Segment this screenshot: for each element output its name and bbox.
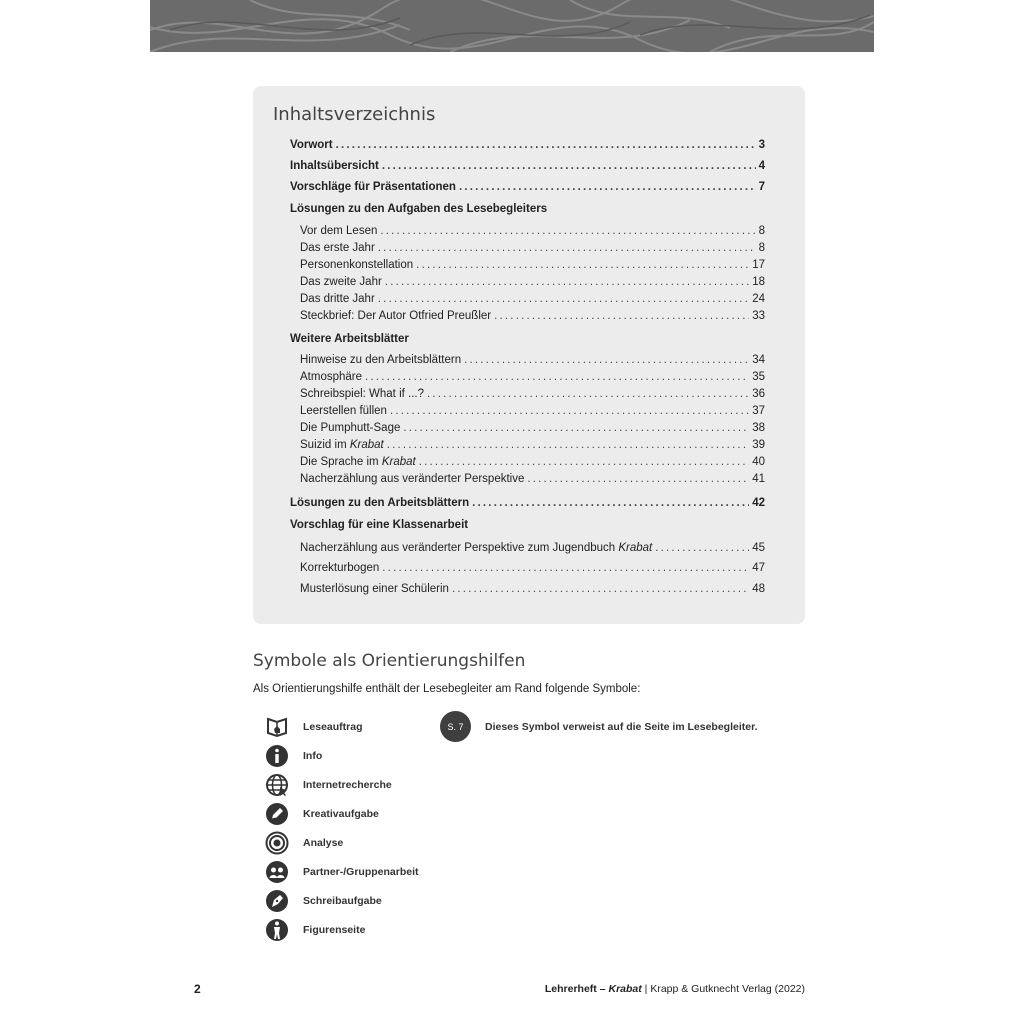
info-icon xyxy=(265,744,289,768)
globe-icon xyxy=(265,773,289,797)
leaf-pattern-decoration xyxy=(150,0,874,52)
toc-title: Inhaltsverzeichnis xyxy=(273,104,436,125)
pen-nib-icon xyxy=(265,889,289,913)
book-hand-icon xyxy=(265,715,289,739)
symbol-info: Info xyxy=(265,744,322,768)
toc-entry[interactable]: Die Pumphutt-Sage ..... 38 xyxy=(300,421,765,435)
table-of-contents xyxy=(253,86,805,624)
toc-entry-vorwort[interactable]: Vorwort ..... 3 xyxy=(290,138,765,152)
toc-entry-loesungen[interactable]: Lösungen zu den Arbeitsblättern ..... 42 xyxy=(290,496,765,510)
toc-section-heading: Weitere Arbeitsblätter xyxy=(290,333,409,345)
page-number: 2 xyxy=(194,982,201,996)
target-icon xyxy=(265,831,289,855)
toc-entry[interactable]: Korrekturbogen ..... 47 xyxy=(300,561,765,575)
page-reference-symbol: S. 7 Dieses Symbol verweist auf die Seite im Lesebegleiter. xyxy=(440,711,758,742)
toc-entry[interactable]: Das dritte Jahr ..... 24 xyxy=(300,292,765,306)
toc-entry[interactable]: Steckbrief: Der Autor Otfried Preußler ..... 33 xyxy=(300,309,765,323)
toc-entry[interactable]: Nacherzählung aus veränderter Perspektive ..... 41 xyxy=(300,472,765,486)
page-badge-icon: S. 7 xyxy=(440,711,471,742)
symbol-kreativaufgabe: Kreativaufgabe xyxy=(265,802,379,826)
toc-entry[interactable]: Das zweite Jahr ..... 18 xyxy=(300,275,765,289)
toc-entry[interactable]: Atmosphäre ..... 35 xyxy=(300,370,765,384)
symbol-analyse: Analyse xyxy=(265,831,343,855)
toc-entry[interactable]: Nacherzählung aus veränderter Perspektive zum Jugendbuch Krabat ..... 45 xyxy=(300,541,765,555)
symbol-leseauftrag: Leseauftrag xyxy=(265,715,363,739)
toc-entry[interactable]: Das erste Jahr ..... 8 xyxy=(300,241,765,255)
symbol-figurenseite: Figurenseite xyxy=(265,918,365,942)
toc-entry-inhaltsuebersicht[interactable]: Inhaltsübersicht ..... 4 xyxy=(290,159,765,173)
footer-credit: Lehrerheft – Krabat | Krapp & Gutknecht Verlag (2022) xyxy=(544,983,805,995)
toc-section-heading: Vorschlag für eine Klassenarbeit xyxy=(290,519,469,531)
symbol-schreibaufgabe: Schreibaufgabe xyxy=(265,889,382,913)
header-banner xyxy=(150,0,874,52)
toc-entry[interactable]: Schreibspiel: What if ...? ..... 36 xyxy=(300,387,765,401)
toc-entry[interactable]: Hinweise zu den Arbeitsblättern ..... 34 xyxy=(300,353,765,367)
toc-section-heading: Lösungen zu den Aufgaben des Lesebegleiters xyxy=(290,203,548,215)
pencil-icon xyxy=(265,802,289,826)
figure-icon xyxy=(265,918,289,942)
toc-entry[interactable]: Musterlösung einer Schülerin ..... 48 xyxy=(300,582,765,596)
symbols-intro: Als Orientierungshilfe enthält der Lesebegleiter am Rand folgende Symbole: xyxy=(253,683,641,695)
toc-entry[interactable]: Leerstellen füllen ..... 37 xyxy=(300,404,765,418)
symbol-internetrecherche: Internetrecherche xyxy=(265,773,392,797)
toc-entry[interactable]: Suizid im Krabat ..... 39 xyxy=(300,438,765,452)
toc-entry-praesentationen[interactable]: Vorschläge für Präsentationen ..... 7 xyxy=(290,180,765,194)
toc-entry[interactable]: Personenkonstellation ..... 17 xyxy=(300,258,765,272)
toc-entry[interactable]: Vor dem Lesen ..... 8 xyxy=(300,224,765,238)
symbol-partnerarbeit: Partner-/Gruppenarbeit xyxy=(265,860,419,884)
people-icon xyxy=(265,860,289,884)
toc-entry[interactable]: Die Sprache im Krabat ..... 40 xyxy=(300,455,765,469)
symbols-title: Symbole als Orientierungshilfen xyxy=(253,651,526,671)
